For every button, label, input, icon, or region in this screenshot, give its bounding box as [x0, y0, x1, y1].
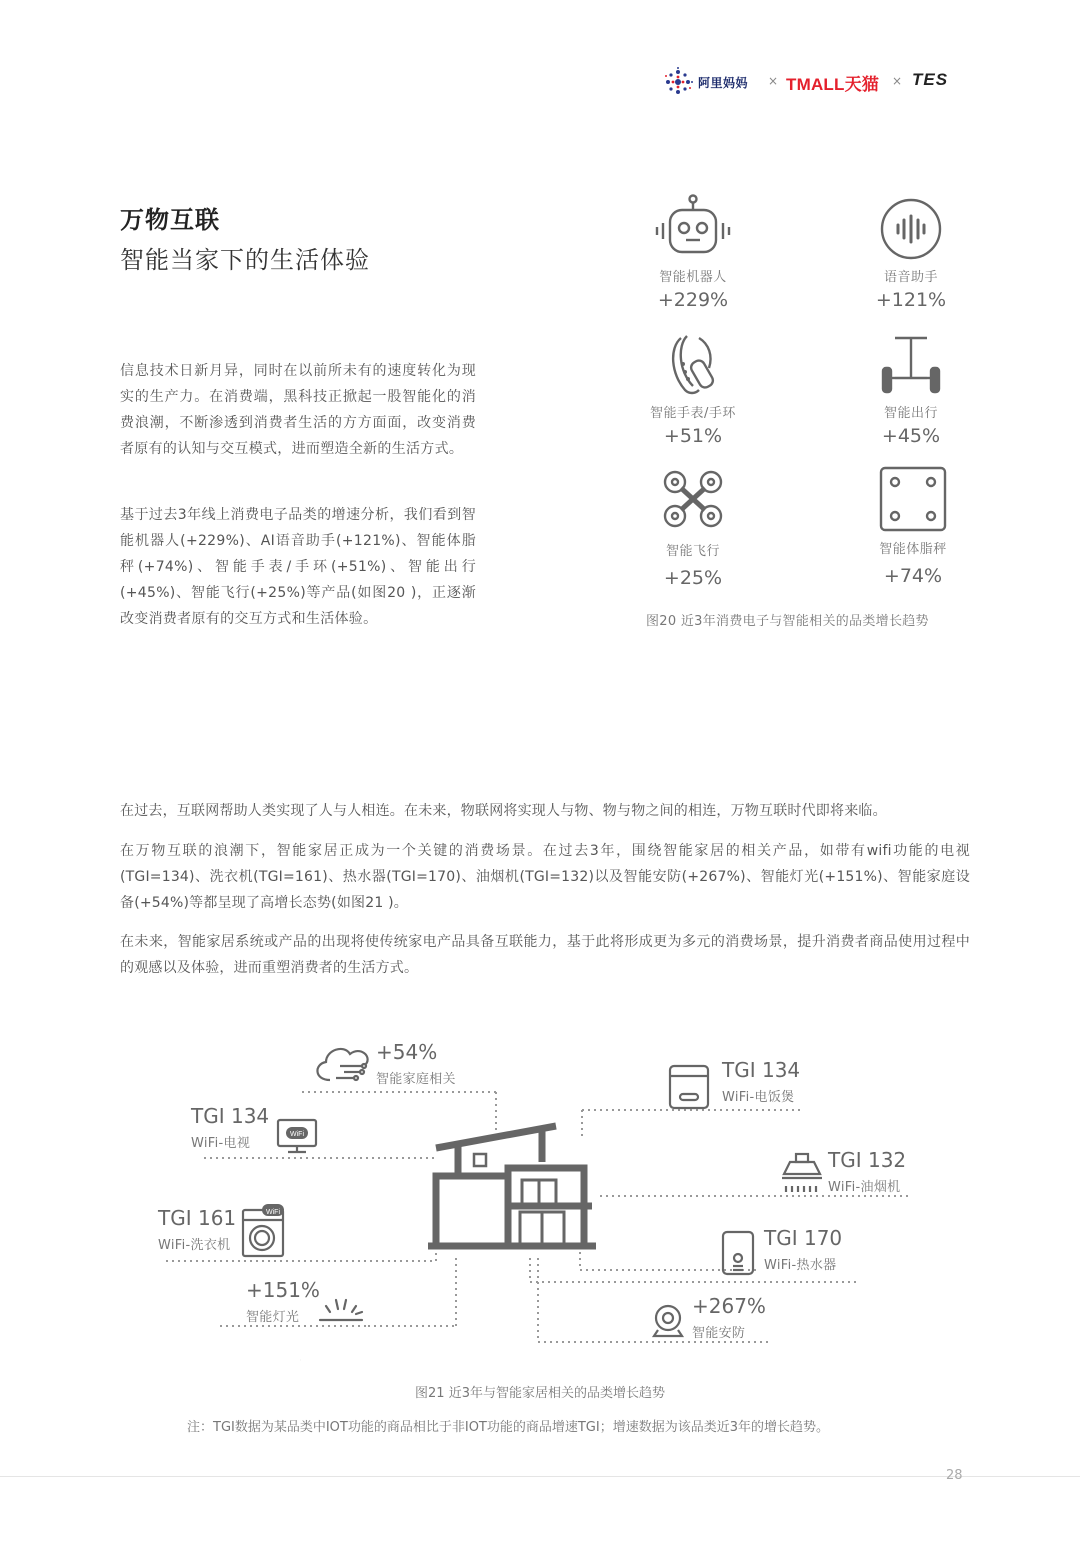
figure20-caption: 图20 近3年消费电子与智能相关的品类增长趋势 [646, 614, 929, 629]
logo-separator: × [768, 74, 779, 88]
light-icon [320, 1300, 362, 1320]
lighting-value: +151% [246, 1278, 320, 1302]
washer-wifi-badge: WiFi [266, 1209, 280, 1216]
rice-cooker-label: WiFi-电饭煲 [722, 1090, 795, 1105]
drone-icon [653, 468, 733, 530]
analysis-paragraph: 基于过去3年线上消费电子品类的增速分析，我们看到智能机器人(+229%)、AI语音助手(+121%)、智能体脂秤(+74%)、智能手表/手环(+51%)、智能出行(+45%)、智能飞行(+25%)等产品(如图20 )，正逐渐改变消费者原有的交互方式和生活体验。 [120, 507, 476, 627]
water-heater-icon [723, 1232, 753, 1274]
cloud-icon [317, 1049, 367, 1080]
page-number: 28 [946, 1468, 963, 1483]
connection-lines [0, 1030, 1080, 1380]
category-smartwatch [613, 334, 773, 447]
category-voice-assistant [831, 194, 991, 311]
range-hood-value: TGI 132 [828, 1148, 907, 1172]
category-label: 智能飞行 [665, 544, 720, 559]
security-value: +267% [692, 1294, 766, 1318]
category-label: 智能机器人 [659, 270, 727, 285]
future-paragraph: 在未来，智能家居系统或产品的出现将使传统家电产品具备互联能力，基于此将形成更为多元的消费场景，提升消费者商品使用过程中的观感以及体验，进而重塑消费者的生活方式。 [120, 934, 970, 976]
footer-divider [0, 1476, 1080, 1477]
tv-label: WiFi-电视 [191, 1136, 251, 1151]
category-label: 语音助手 [883, 270, 938, 285]
category-robot [613, 194, 773, 311]
category-growth: +25% [663, 567, 723, 589]
rice-cooker-value: TGI 134 [722, 1058, 801, 1082]
range-hood-label: WiFi-油烟机 [828, 1180, 901, 1195]
smart-home-diagram [0, 1030, 1080, 1380]
logo-separator: × [892, 74, 903, 88]
range-hood-icon [782, 1154, 822, 1192]
figure21-note: 注：TGI数据为某品类中IOT功能的商品相比于非IOT功能的商品增速TGI；增速数据为该品类近3年的增长趋势。 [187, 1420, 829, 1435]
security-camera-icon [654, 1306, 682, 1336]
voice-assistant-icon [871, 194, 951, 260]
washer-label: WiFi-洗衣机 [158, 1238, 231, 1253]
scooter-icon [871, 334, 951, 396]
lighting-label: 智能灯光 [246, 1310, 300, 1325]
tmall-logo: TMALL天猫 [786, 75, 879, 94]
security-label: 智能安防 [692, 1326, 746, 1341]
alimama-logo-icon [662, 66, 694, 98]
smart-home-paragraph: 在万物互联的浪潮下，智能家居正成为一个关键的消费场景。在过去3年，围绕智能家居的相关产品，如带有wifi功能的电视(TGI=134)、洗衣机(TGI=161)、热水器(TGI=170)、油烟机(TGI=132)以及智能安防(+267%)、智能灯光(+151%)、智能家庭设备(+54%)等都呈现了高增长态势(如图21 )。 [120, 843, 970, 911]
category-scooter [831, 334, 991, 447]
category-body-fat-scale [833, 466, 993, 587]
alimama-logo-text: 阿里妈妈 [698, 76, 749, 90]
section-subtitle: 智能当家下的生活体验 [120, 246, 370, 274]
category-growth: +229% [657, 289, 729, 311]
category-label: 智能手表/手环 [650, 406, 736, 421]
header-logos [662, 66, 982, 100]
iot-intro-paragraph: 在过去，互联网帮助人类实现了人与人相连。在未来，物联网将实现人与物、物与物之间的相连，万物互联时代即将来临。 [120, 803, 887, 819]
smartwatch-icon [653, 334, 733, 396]
home-devices-value: +54% [376, 1040, 438, 1064]
category-label: 智能体脂秤 [879, 542, 947, 557]
category-label: 智能出行 [883, 406, 938, 421]
home-devices-label: 智能家庭相关 [376, 1072, 456, 1087]
category-growth: +74% [883, 565, 943, 587]
rice-cooker-icon [670, 1066, 708, 1108]
water-heater-label: WiFi-热水器 [764, 1258, 837, 1273]
category-growth: +51% [663, 425, 723, 447]
robot-icon [653, 194, 733, 260]
figure21-caption: 图21 近3年与智能家居相关的品类增长趋势 [415, 1386, 665, 1401]
washer-value: TGI 161 [158, 1206, 237, 1230]
tes-logo: TES [912, 70, 949, 89]
section-title: 万物互联 [120, 206, 220, 234]
category-drone [613, 468, 773, 589]
intro-paragraph: 信息技术日新月异，同时在以前所未有的速度转化为现实的生产力。在消费端，黑科技正掀起一股智能化的消费浪潮，不断渗透到消费者生活的方方面面，改变消费者原有的认知与交互模式，进而塑造全新的生活方式。 [120, 363, 476, 457]
water-heater-value: TGI 170 [764, 1226, 843, 1250]
category-growth: +121% [875, 289, 947, 311]
tv-value: TGI 134 [191, 1104, 270, 1128]
scale-icon [873, 466, 953, 532]
house-icon [428, 1126, 596, 1246]
category-growth: +45% [881, 425, 941, 447]
tv-wifi-badge: WiFi [290, 1131, 304, 1138]
